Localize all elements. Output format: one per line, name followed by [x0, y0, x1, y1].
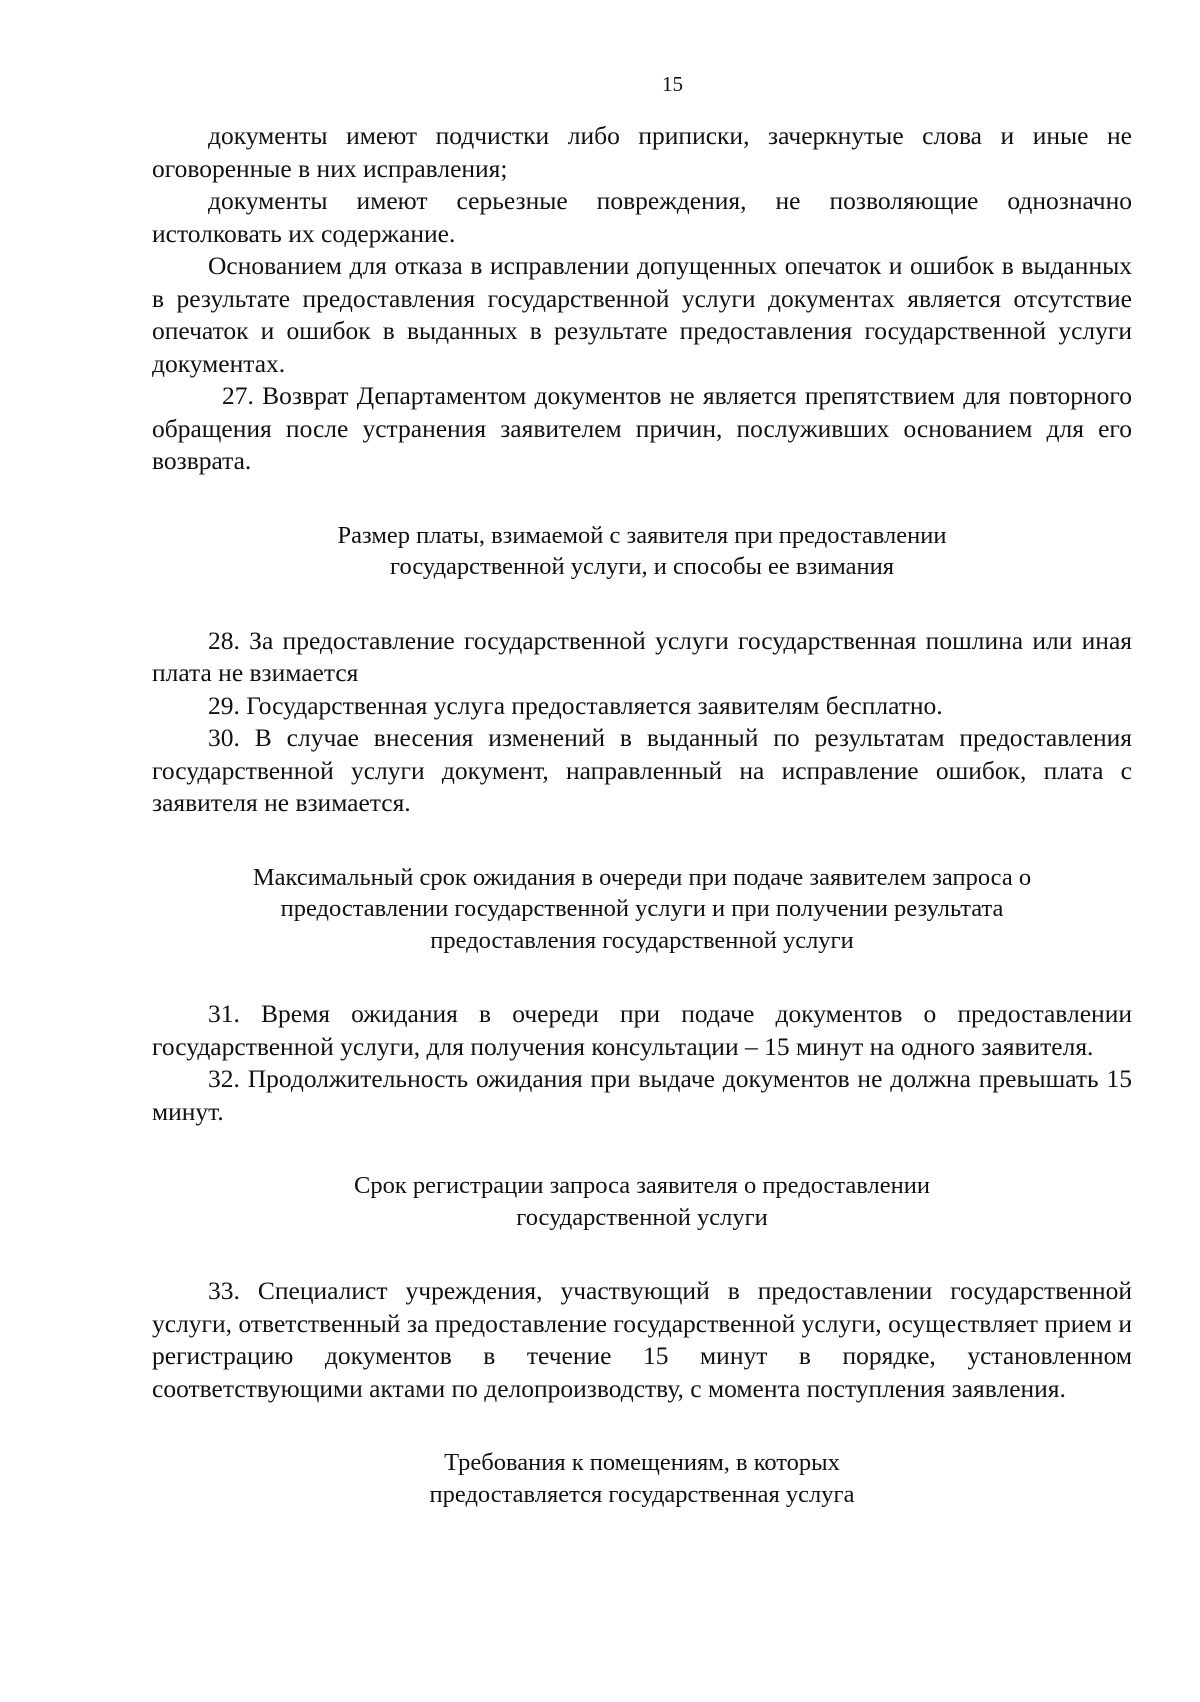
heading-line: Требования к помещениям, в которых — [444, 1449, 840, 1476]
section-heading-premises — [152, 1447, 1132, 1510]
paragraph: документы имеют серьезные повреждения, не позволяющие однозначно истолковать их содержание. — [152, 186, 1132, 248]
heading-line: предоставлении государственной услуги и при получении результата — [280, 895, 1004, 922]
section-heading-fee — [152, 520, 1132, 583]
paragraph-item-28: 28. За предоставление государственной услуги государственная пошлина или иная плата не взимается — [152, 625, 1132, 687]
heading-line: предоставляется государственная услуга — [429, 1480, 855, 1508]
paragraph-item-31: 31. Время ожидания в очереди при подаче документов о предоставлении государственной услуги, для получения консультации – 15 минут на одного заявителя. — [152, 999, 1132, 1061]
heading-line: Размер платы, взимаемой с заявителя при предоставлении — [337, 521, 947, 549]
heading-line: государственной услуги — [516, 1203, 768, 1231]
section-heading-registration — [152, 1170, 1132, 1233]
paragraph: Основанием для отказа в исправлении допущенных опечаток и ошибок в выданных в результате предоставления государственной услуги документах является отсутствие опечаток и ошибок в выданных в результате предоставления государственной услуги документах. — [152, 251, 1132, 378]
heading-line: Срок регистрации запроса заявителя о предоставлении — [354, 1172, 930, 1199]
page-number: 15 — [662, 72, 683, 96]
heading-line: Максимальный срок ожидания в очереди при подаче заявителем запроса о — [252, 863, 1032, 891]
heading-line: предоставления государственной услуги — [430, 926, 854, 954]
paragraph: документы имеют подчистки либо приписки, зачеркнутые слова и иные не оговоренные в них исправления; — [152, 121, 1132, 183]
paragraph-item-30: 30. В случае внесения изменений в выданный по результатам предоставления государственной услуги документ, направленный на исправление ошибок, плата с заявителя не взимается. — [152, 723, 1132, 817]
section-heading-queue — [152, 862, 1132, 957]
paragraph-item-33: 33. Специалист учреждения, участвующий в предоставлении государственной услуги, ответственный за предоставление государственной услуги, осуществляет прием и регистрацию документов в течение 15 минут в порядке, установленном соответствующими актами по делопроизводству, с момента поступления заявления. — [152, 1276, 1132, 1403]
heading-line: государственной услуги, и способы ее взимания — [390, 553, 894, 580]
paragraph-item-32: 32. Продолжительность ожидания при выдаче документов не должна превышать 15 минут. — [152, 1064, 1132, 1126]
paragraph-item-29: 29. Государственная услуга предоставляется заявителям бесплатно. — [208, 690, 943, 720]
document-body — [152, 120, 1132, 1510]
paragraph-item-27: 27. Возврат Департаментом документов не является препятствием для повторного обращения после устранения заявителем причин, послуживших основанием для его возврата. — [152, 381, 1132, 475]
